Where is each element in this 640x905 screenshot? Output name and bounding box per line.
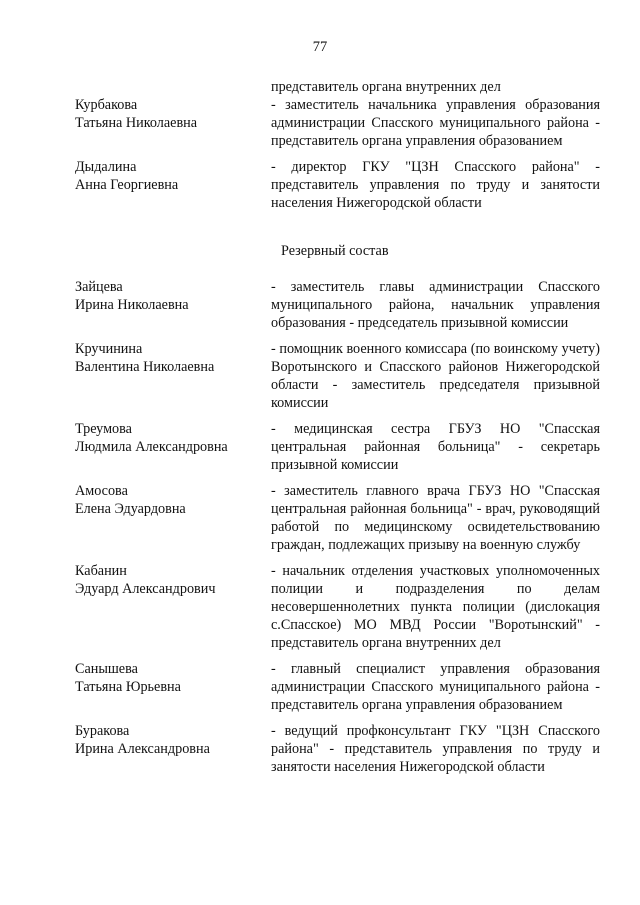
member-surname: Амосова: [75, 483, 128, 499]
member-role: - заместитель главы администрации Спасского муниципального района, начальник управления образования - председатель призывной комиссии: [271, 279, 600, 331]
member-surname: Буракова: [75, 723, 130, 739]
member-name: [75, 340, 271, 376]
member-name: [75, 96, 271, 132]
list-item: [75, 78, 600, 96]
member-surname: Курбакова: [75, 97, 138, 113]
member-role: - помощник военного комиссара (по воинскому учету) Воротынского и Спасского районов Нижегородской области - заместитель председателя призывной комиссии: [271, 341, 600, 411]
page-number: 77: [312, 39, 328, 55]
member-surname: Кабанин: [75, 563, 127, 579]
member-given-names: Ирина Александровна: [75, 741, 210, 757]
member-name: [75, 660, 271, 696]
member-role: представитель органа внутренних дел: [271, 79, 501, 95]
member-given-names: Людмила Александровна: [75, 439, 228, 455]
member-role: - начальник отделения участковых уполномоченных полиции и подразделения по делам несовершеннолетних пункта полиции (дислокация с.Спасское) МО МВД России "Воротынский" - представитель органа внутренних дел: [271, 563, 600, 651]
member-role: - медицинская сестра ГБУЗ НО "Спасская центральная районная больница" - секретарь призывной комиссии: [271, 421, 600, 473]
member-name: [75, 420, 271, 456]
member-given-names: Татьяна Николаевна: [75, 115, 198, 131]
list-item: [75, 420, 600, 474]
member-surname: Кручинина: [75, 341, 143, 357]
member-given-names: Татьяна Юрьевна: [75, 679, 181, 695]
member-surname: Дыдалина: [75, 159, 137, 175]
list-item: [75, 96, 600, 150]
member-role: - заместитель главного врача ГБУЗ НО "Спасская центральная районная больница" - врач, руководящий работой по медицинскому освидетельствованию граждан, подлежащих призыву на военную службу: [271, 483, 600, 553]
list-item: [75, 722, 600, 776]
commission-list: [75, 78, 600, 784]
list-item: [75, 482, 600, 554]
list-item: [75, 660, 600, 714]
member-surname: Санышева: [75, 661, 138, 677]
member-name: [75, 278, 271, 314]
member-surname: Треумова: [75, 421, 132, 437]
member-given-names: Эдуард Александрович: [75, 581, 216, 597]
member-name: [75, 722, 271, 758]
member-name: [75, 158, 271, 194]
member-name: [75, 562, 271, 598]
member-given-names: Ирина Николаевна: [75, 297, 189, 313]
list-item: [75, 158, 600, 212]
list-item: [75, 278, 600, 332]
member-given-names: Валентина Николаевна: [75, 359, 215, 375]
member-role: - ведущий профконсультант ГКУ "ЦЗН Спасского района" - представитель управления по труду и занятости населения Нижегородской области: [271, 723, 600, 775]
list-item: [75, 340, 600, 412]
member-role: - главный специалист управления образования администрации Спасского муниципального района - представитель органа управления образованием: [271, 661, 600, 713]
section-title: Резервный состав: [281, 243, 389, 259]
member-given-names: Елена Эдуардовна: [75, 501, 186, 517]
member-given-names: Анна Георгиевна: [75, 177, 179, 193]
list-item: [75, 562, 600, 652]
member-role: - заместитель начальника управления образования администрации Спасского муниципального района - представитель органа управления образованием: [271, 97, 600, 149]
member-name: [75, 482, 271, 518]
member-surname: Зайцева: [75, 279, 123, 295]
member-role: - директор ГКУ "ЦЗН Спасского района" - представитель управления по труду и занятости населения Нижегородской области: [271, 159, 600, 211]
